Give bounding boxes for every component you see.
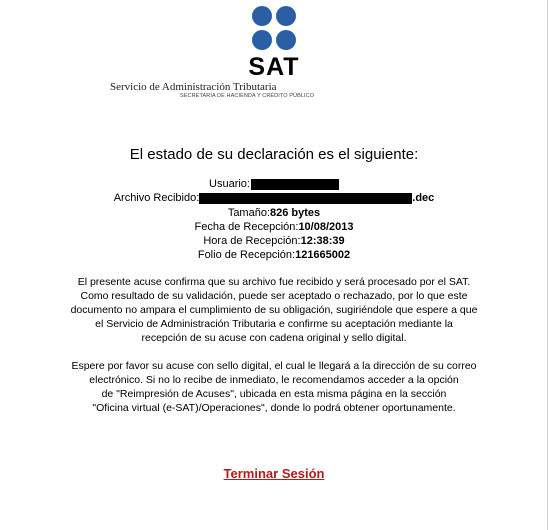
paragraph-line: el Servicio de Administración Tributaria e confirme su aceptación mediante la — [95, 318, 453, 330]
logo-word: SAT — [248, 53, 300, 81]
sat-logo — [0, 6, 548, 100]
tamano-row — [0, 206, 548, 220]
paragraph-line: "Oficina virtual (e-SAT)/Operaciones", donde lo podrá obtener oportunamente. — [92, 402, 456, 414]
logo-agency-name: Servicio de Administración Tributaria — [110, 81, 277, 93]
fecha-value: 10/08/2013 — [298, 221, 354, 233]
fecha-label: Fecha de Recepción: — [194, 221, 299, 233]
redacted-filename — [199, 193, 412, 204]
paragraph-line: El presente acuse confirma que su archivo fue recibido y será procesado por el SAT. — [77, 276, 471, 288]
paragraph-line: Espere por favor su acuse con sello digital, el cual le llegará a la dirección de su correo — [71, 360, 477, 372]
archivo-row — [0, 191, 548, 205]
paragraph-line: de "Reimpresión de Acuses", ubicada en esta misma página en la sección — [101, 388, 447, 400]
archivo-label: Archivo Recibido: — [113, 192, 200, 204]
instructions-paragraph — [0, 359, 548, 415]
tamano-value: 826 bytes — [270, 207, 321, 219]
redacted-user — [251, 179, 339, 190]
hora-value: 12:38:39 — [300, 235, 345, 247]
logout-container — [0, 465, 548, 483]
folio-label: Folio de Recepción: — [197, 249, 296, 261]
tamano-label: Tamaño: — [227, 207, 271, 219]
logo-ministry-name: SECRETARÍA DE HACIENDA Y CRÉDITO PÚBLICO — [180, 93, 315, 99]
confirmation-paragraph — [0, 275, 548, 345]
status-title: El estado de su declaración es el siguiente: — [129, 146, 419, 163]
paragraph-line: recepción de su acuse con cadena original y sello digital. — [141, 332, 407, 344]
fecha-row — [0, 220, 548, 234]
usuario-label: Usuario: — [209, 178, 250, 190]
archivo-ext: .dec — [412, 192, 435, 204]
hora-row — [0, 234, 548, 248]
hora-label: Hora de Recepción: — [203, 235, 301, 247]
paragraph-line: Como resultado de su validación, puede ser aceptado o rechazado, por lo que este — [80, 290, 468, 302]
sat-logo-dots-icon — [244, 6, 304, 54]
paragraph-line: documento no ampara el cumplimiento de su obligación, sugiriéndole que espere a que — [70, 304, 478, 316]
usuario-row — [0, 177, 548, 191]
folio-row — [0, 248, 548, 262]
folio-value: 121665002 — [295, 249, 351, 261]
paragraph-line: electrónico. Si no lo recibe de inmediato, le recomendamos acceder a la opción — [89, 374, 459, 386]
receipt-info — [0, 177, 548, 262]
logout-link[interactable]: Terminar Sesión — [223, 466, 325, 481]
